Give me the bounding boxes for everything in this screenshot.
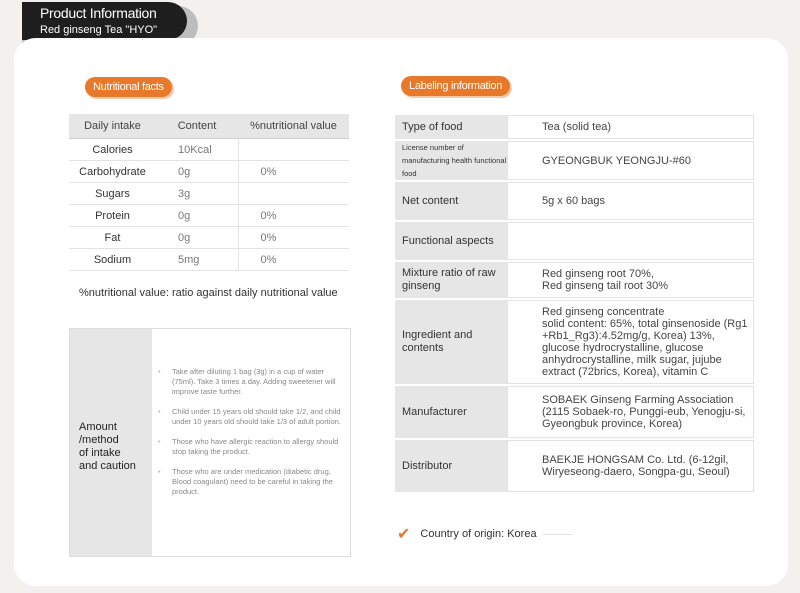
label-line: Amount [79,421,117,433]
list-item: • Child under 15 years old should take 1/2, and child under 10 years old should take 1/3 of adult portion. [158,407,348,427]
table-row [69,227,349,249]
nutrient-content: 0g [156,205,238,227]
nutrient-percent: 0% [238,249,349,271]
caution-list [158,367,348,507]
label-key: Distributor [395,440,507,492]
label-value: SOBAEK Ginseng Farming Association (2115 Sobaek-ro, Punggi-eub, Yenogju-si, Gyeongbuk province, Korea) [507,386,754,438]
list-item: • Those who have allergic reaction to allergy should stop taking the product. [158,437,348,457]
label-line: and caution [79,460,136,472]
nutrient-name: Calories [69,139,156,161]
label-value: BAEKJE HONGSAM Co. Ltd. (6-12gil, Wiryeseong-daero, Songpa-gu, Seoul) [507,440,754,492]
column-header: Daily intake [69,114,156,139]
table-row [395,182,754,220]
label-value: Red ginseng concentrate solid content: 65%, total ginsenoside (Rg1 +Rb1_Rg3):4.52mg/g, Korea) 13%, glucose hydrocrystalline, glucose anhydrocrystalline, milk sugar, jujube extract (72brics, Korea), vitamin C [507,300,754,384]
label-line: of intake [79,447,121,459]
nutrient-content: 10Kcal [156,139,238,161]
nutrient-percent: 0% [238,227,349,249]
nutrient-name: Carbohydrate [69,161,156,183]
label-key: Mixture ratio of raw ginseng [395,262,507,298]
table-row [69,249,349,271]
nutrient-percent [238,183,349,205]
nutrient-content: 3g [156,183,238,205]
table-row [395,115,754,139]
label-line: /method [79,434,119,446]
label-value: GYEONGBUK YEONGJU-#60 [507,141,754,180]
label-key: Functional aspects [395,222,507,260]
label-key: Manufacturer [395,386,507,438]
page-title: Product Information [40,5,157,21]
nutrient-content: 5mg [156,249,238,271]
labeling-table [395,113,754,494]
table-row [395,440,754,492]
table-row [395,262,754,298]
product-info-header [22,2,187,40]
label-key: Ingredient and contents [395,300,507,384]
label-value: Red ginseng root 70%, Red ginseng tail root 30% [507,262,754,298]
intake-caution-box [69,328,351,557]
origin-text: Country of origin: Korea [420,528,537,540]
column-header: %nutritional value [238,114,349,139]
table-row [395,386,754,438]
nutrition-table [69,114,349,271]
country-of-origin [397,524,573,544]
table-row [69,205,349,227]
nutrition-note: %nutritional value: ratio against daily nutritional value [79,287,338,299]
table-row [69,161,349,183]
nutrient-percent: 0% [238,205,349,227]
label-key: Net content [395,182,507,220]
table-row [395,222,754,260]
column-header: Content [156,114,238,139]
nutrition-header-row [69,114,349,139]
label-value: Tea (solid tea) [507,115,754,139]
divider [543,534,573,535]
list-item: • Those who are under medication (diabetic drug, Blood coagulant) need to be careful in taking the product. [158,467,348,497]
nutrient-name: Fat [69,227,156,249]
nutrient-percent: 0% [238,161,349,183]
checkmark-icon: ✔ [397,526,411,543]
table-row [69,183,349,205]
nutrient-name: Protein [69,205,156,227]
product-subtitle: Red ginseng Tea "HYO" [40,24,158,36]
label-value: 5g x 60 bags [507,182,754,220]
nutrient-name: Sugars [69,183,156,205]
labeling-information-badge: Labeling information [401,76,510,96]
nutrient-name: Sodium [69,249,156,271]
nutrient-percent [238,139,349,161]
label-key: Type of food [395,115,507,139]
nutrient-content: 0g [156,227,238,249]
table-row [69,139,349,161]
label-key: License number of manufacturing health functional food [395,141,507,180]
intake-caution-label [70,329,152,556]
table-row [395,141,754,180]
nutrient-content: 0g [156,161,238,183]
label-value [507,222,754,260]
list-item: • Take after diluting 1 bag (3g) in a cup of water (75ml). Take 3 times a day. Adding sweetener will improve taste further. [158,367,348,397]
nutritional-facts-badge: Nutritional facts [85,77,172,97]
table-row [395,300,754,384]
